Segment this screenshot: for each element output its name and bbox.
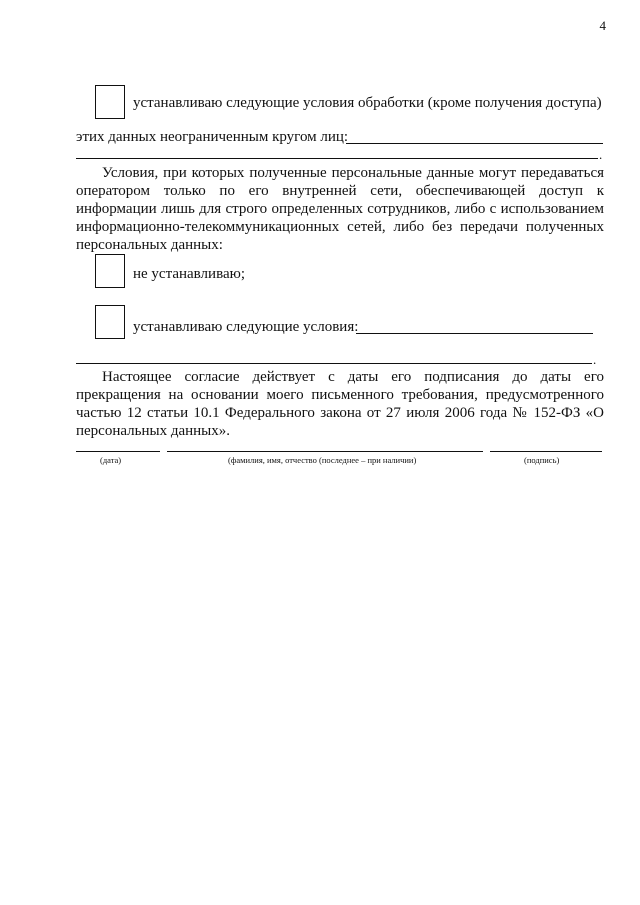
processing-conditions-label: устанавливаю следующие условия обработки (кроме получения доступа) [133,95,602,111]
signature-line[interactable] [490,451,602,452]
date-line[interactable] [76,451,160,452]
line-end-period-2: . [593,352,597,367]
full-name-caption: (фамилия, имя, отчество (последнее – при наличии) [228,455,417,465]
conditions-paragraph: Условия, при которых полученные персональные данные могут передаваться оператором только по его внутренней сети, обеспечивающей доступ к информации лишь для строго определенных сотрудников, либо с использованием информационно-телекоммуникационных сетей, либо без передачи полученных персональных данных: [76,165,604,253]
signature-caption: (подпись) [524,455,560,465]
conditions-continuation-line[interactable] [76,158,598,159]
checkbox-processing-conditions[interactable] [95,85,125,119]
line-end-period: . [599,147,603,162]
validity-paragraph: Настоящее согласие действует с даты его подписания до даты его прекращения на основании моего письменного требования, предусмотренного частью 12 статьи 10.1 Федерального закона от 27 июля 2006 года № 152-ФЗ «О персональных данных». [76,369,604,439]
not-set-label: не устанавливаю; [133,266,245,282]
continuation-label: этих данных неограниченным кругом лиц: [76,129,349,145]
set-conditions-continuation-line[interactable] [76,363,592,364]
date-caption: (дата) [100,455,122,465]
checkbox-set-conditions[interactable] [95,305,125,339]
set-conditions-label: устанавливаю следующие условия: [133,319,359,335]
set-conditions-line[interactable] [356,333,593,334]
checkbox-not-set[interactable] [95,254,125,288]
full-name-line[interactable] [167,451,483,452]
page-number: 4 [599,18,606,33]
unlimited-persons-conditions-line[interactable] [346,143,603,144]
